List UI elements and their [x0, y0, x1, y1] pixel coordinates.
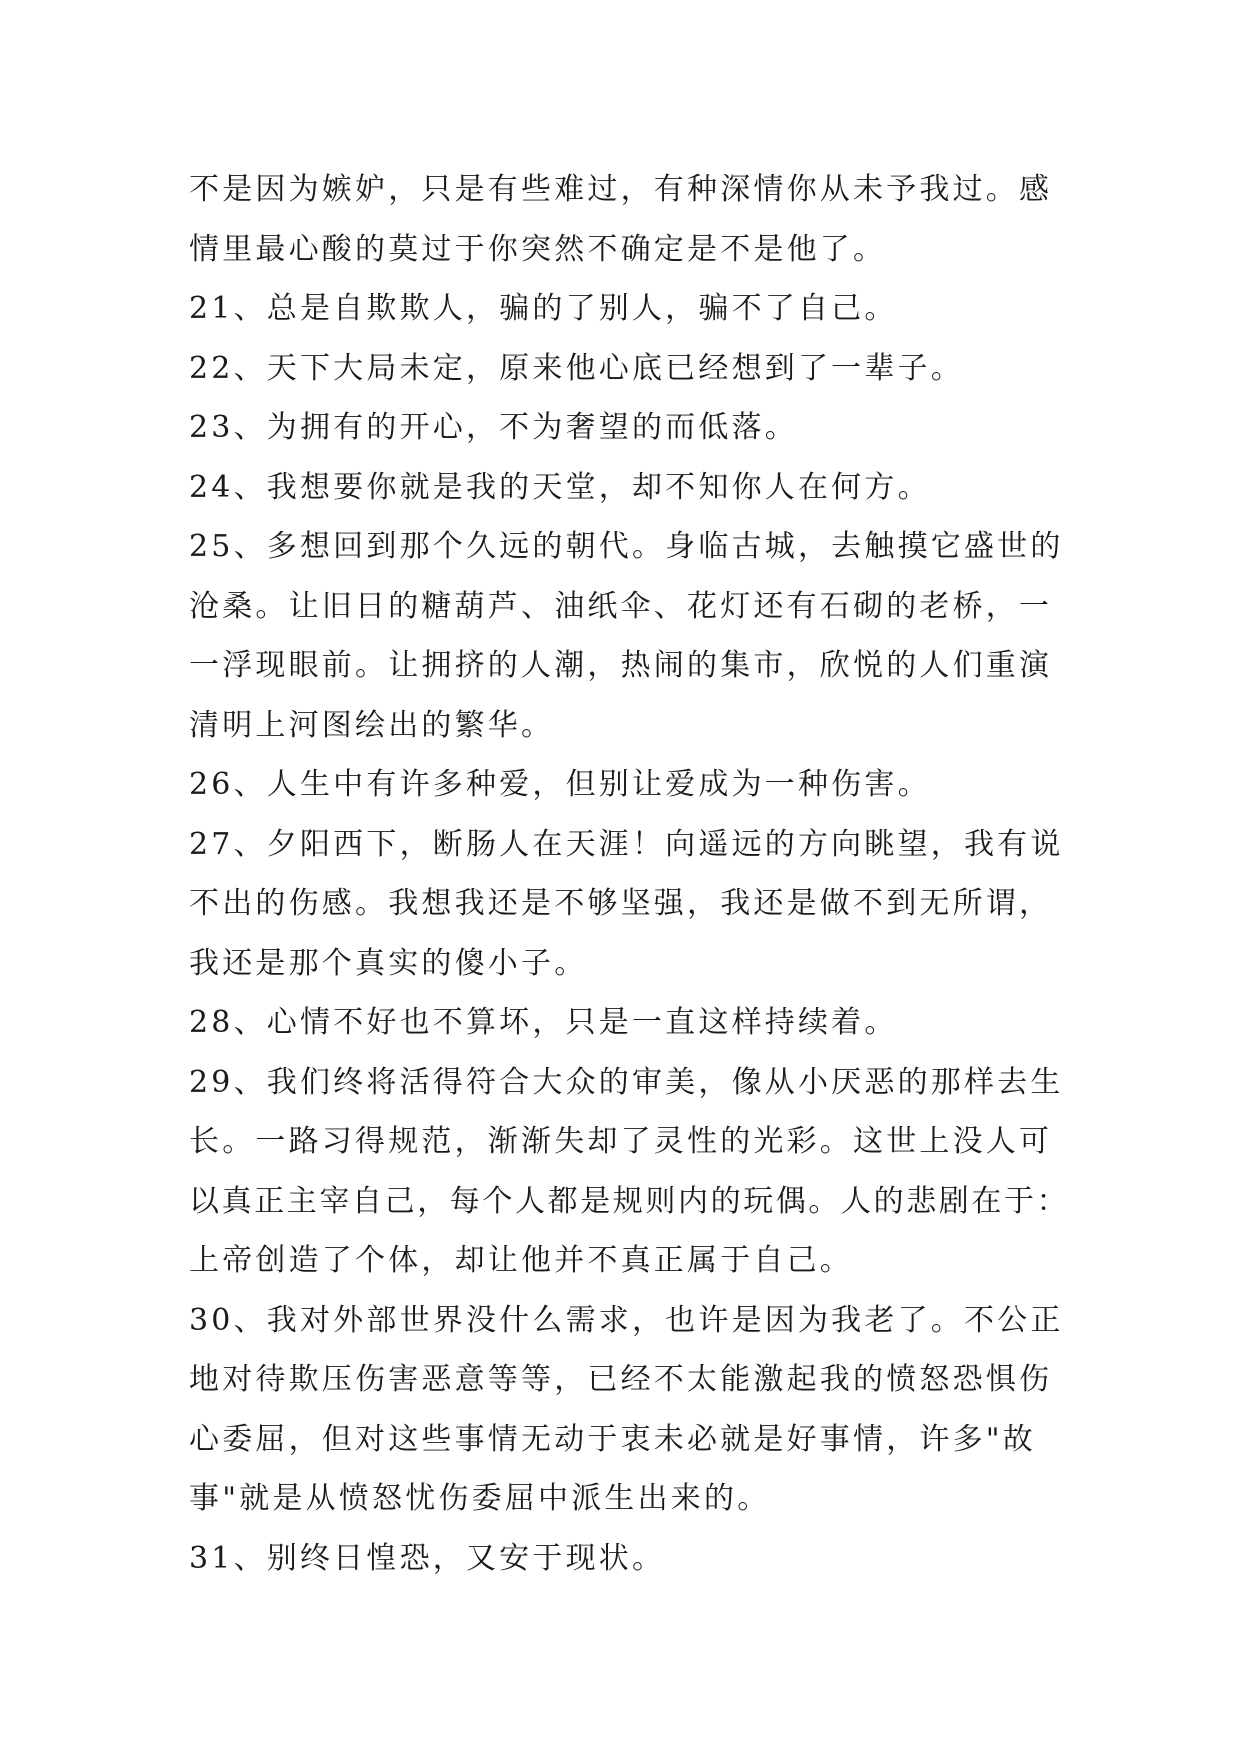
text-line: 30、我对外部世界没什么需求，也许是因为我老了。不公正 — [189, 1302, 1064, 1338]
document-body — [189, 160, 1069, 1588]
text-line: 26、人生中有许多种爱，但别让爱成为一种伤害。 — [189, 767, 931, 802]
text-line: 一浮现眼前。让拥挤的人潮，热闹的集市，欣悦的人们重演 — [189, 648, 1053, 683]
text-line: 事"就是从愤怒忧伤委屈中派生出来的。 — [189, 1481, 771, 1516]
text-line: 地对待欺压伤害恶意等等，已经不太能激起我的愤怒恐惧伤 — [189, 1362, 1053, 1397]
text-line: 31、别终日惶恐，又安于现状。 — [189, 1540, 666, 1576]
text-line: 我还是那个真实的傻小子。 — [189, 945, 588, 981]
text-line: 沧桑。让旧日的糖葫芦、油纸伞、花灯还有石砌的老桥，一 — [189, 588, 1053, 624]
text-line: 27、夕阳西下，断肠人在天涯！向遥远的方向眺望，我有说 — [189, 826, 1064, 862]
text-line: 清明上河图绘出的繁华。 — [189, 707, 555, 743]
text-line: 21、总是自欺欺人，骗的了别人，骗不了自己。 — [189, 291, 898, 326]
text-line: 不是因为嫉妒，只是有些难过，有种深情你从未予我过。感 — [189, 172, 1053, 207]
text-line: 不出的伤感。我想我还是不够坚强，我还是做不到无所谓， — [189, 886, 1053, 921]
text-line: 22、天下大局未定，原来他心底已经想到了一辈子。 — [189, 350, 964, 386]
text-line: 24、我想要你就是我的天堂，却不知你人在何方。 — [189, 469, 931, 505]
text-line: 上帝创造了个体，却让他并不真正属于自己。 — [189, 1243, 853, 1278]
text-line: 心委屈，但对这些事情无动于衷未必就是好事情，许多"故 — [189, 1421, 1036, 1457]
text-line: 长。一路习得规范，渐渐失却了灵性的光彩。这世上没人可 — [189, 1124, 1053, 1159]
text-line: 情里最心酸的莫过于你突然不确定是不是他了。 — [189, 231, 887, 267]
text-line: 29、我们终将活得符合大众的审美，像从小厌恶的那样去生 — [189, 1064, 1064, 1100]
text-line: 以真正主宰自己，每个人都是规则内的玩偶。人的悲剧在于： — [189, 1183, 1070, 1219]
text-line: 23、为拥有的开心，不为奢望的而低落。 — [189, 410, 798, 445]
text-line: 25、多想回到那个久远的朝代。身临古城，去触摸它盛世的 — [189, 529, 1064, 564]
text-line: 28、心情不好也不算坏，只是一直这样持续着。 — [189, 1005, 898, 1040]
